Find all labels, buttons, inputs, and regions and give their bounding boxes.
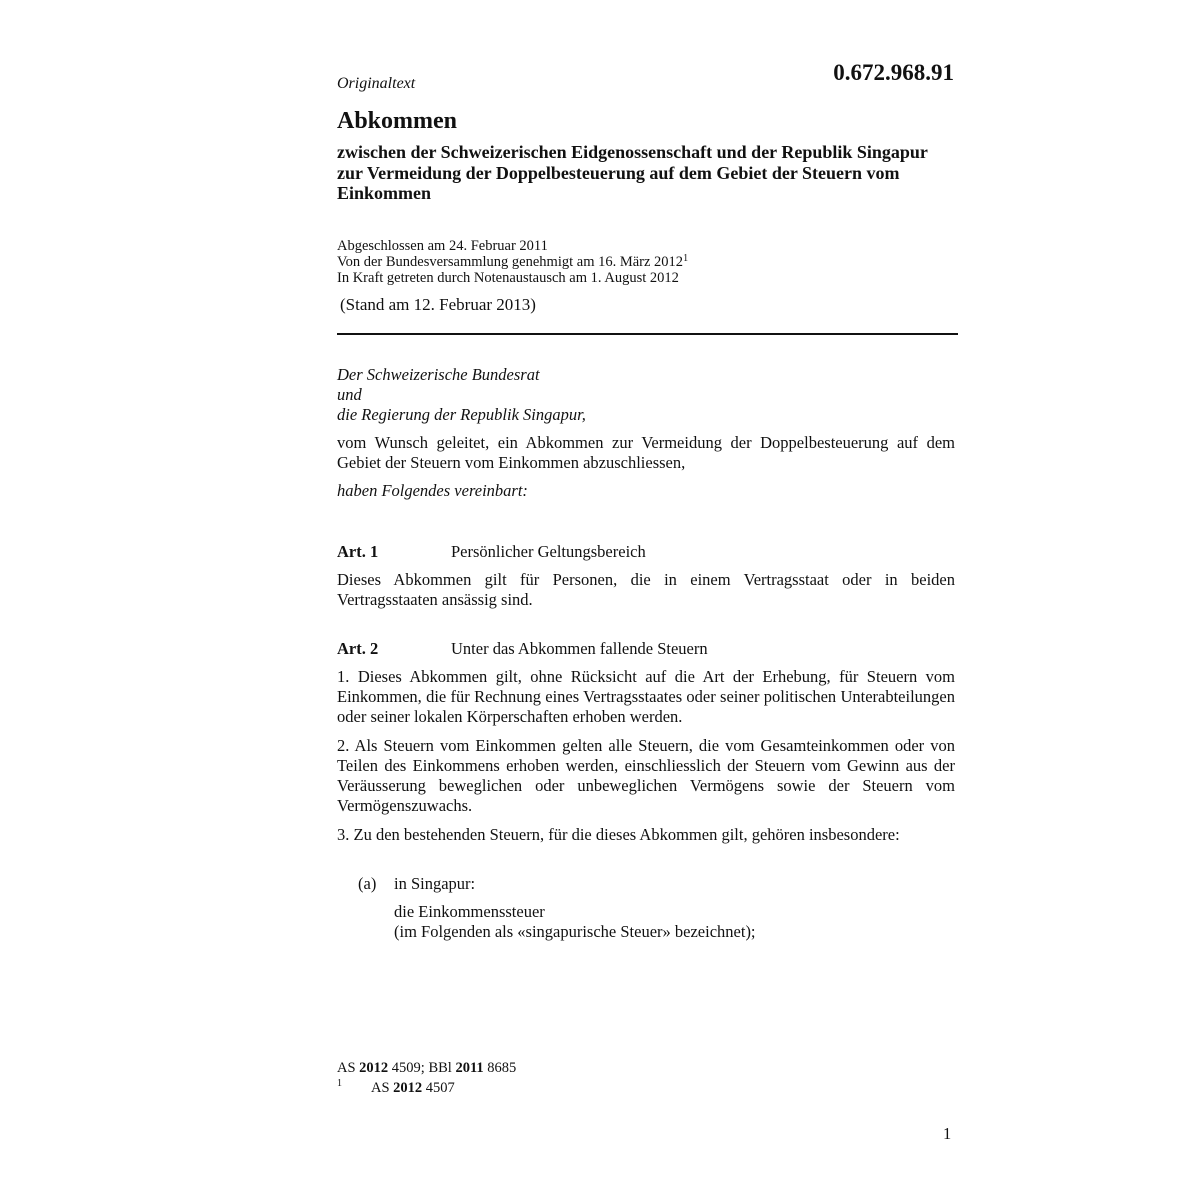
dates-block [337,238,688,286]
fn1-prefix: AS [371,1080,390,1096]
preamble-desire: vom Wunsch geleitet, ein Abkommen zur Vermeidung der Doppelbesteuerung auf dem Gebiet der Steuern vom Einkommen abzuschliessen, [337,433,955,472]
fn-as-prefix: AS [337,1060,356,1076]
approved-date-text: Von der Bundesversammlung genehmigt am 16. März 2012 [337,254,684,270]
footnote-as-reference [337,1058,516,1078]
article-1-paragraph: Dieses Abkommen gilt für Personen, die in einem Vertragsstaat oder in beiden Vertragsstaaten ansässig sind. [337,570,955,609]
status-date: (Stand am 12. Februar 2013) [340,295,536,314]
original-text-label: Originaltext [337,75,416,92]
preamble-agreed: haben Folgendes vereinbart: [337,481,528,500]
list-item-text: in Singapur: [394,874,476,893]
fn1-page: 4507 [425,1080,455,1096]
fn-bbl-page: 8685 [487,1060,517,1076]
list-item-detail-2: (im Folgenden als «singapurische Steuer» bezeichnet); [394,922,756,941]
fn-as-year: 2012 [359,1060,389,1076]
footnote-1 [371,1078,455,1098]
article-2-title: Unter das Abkommen fallende Steuern [451,639,708,658]
list-item-detail-1: die Einkommenssteuer [394,902,545,921]
preamble-and: und [337,385,362,404]
list-item-label: (a) [358,874,377,893]
preamble-party1: Der Schweizerische Bundesrat [337,365,540,384]
article-1-number: Art. 1 [337,542,379,561]
article-2-paragraph-3: 3. Zu den bestehenden Steuern, für die dieses Abkommen gilt, gehören insbesondere: [337,825,900,844]
article-2-paragraph-1: 1. Dieses Abkommen gilt, ohne Rücksicht auf die Art der Erhebung, für Steuern vom Einkommen, die für Rechnung eines Vertragsstaates oder seiner politischen Unterabteilungen oder seiner lokalen Körperschaften erhoben werden. [337,667,955,726]
article-2-number: Art. 2 [337,639,379,658]
fn-as-page: 4509; BBl [391,1060,452,1076]
article-1-title: Persönlicher Geltungsbereich [451,542,646,561]
footnote-1-marker: 1 [337,1078,342,1089]
preamble-party2: die Regierung der Republik Singapur, [337,405,586,424]
document-title: Abkommen [337,108,458,134]
preamble-parties [337,365,586,425]
sr-number: 0.672.968.91 [833,60,954,85]
fn-bbl-year: 2011 [455,1060,484,1076]
page-number: 1 [943,1124,952,1143]
footnote-ref[interactable]: 1 [683,253,689,264]
concluded-date: Abgeschlossen am 24. Februar 2011 [337,238,548,254]
fn1-year: 2012 [393,1080,423,1096]
article-2-paragraph-2: 2. Als Steuern vom Einkommen gelten alle Steuern, die vom Gesamteinkommen oder von Teilen des Einkommens erhoben werden, einschliesslich der Steuern vom Gewinn aus der Veräusserung beweglichen oder unbeweglichen Vermögens sowie der Steuern vom Vermögenszuwachs. [337,736,955,815]
document-subtitle: zwischen der Schweizerischen Eidgenossenschaft und der Republik Singapur zur Vermeidung der Doppelbesteuerung auf dem Gebiet der Steuern vom Einkommen [337,142,928,203]
in-force-date: In Kraft getreten durch Notenaustausch am 1. August 2012 [337,270,679,286]
approved-date [337,254,688,270]
header-divider [337,333,958,335]
